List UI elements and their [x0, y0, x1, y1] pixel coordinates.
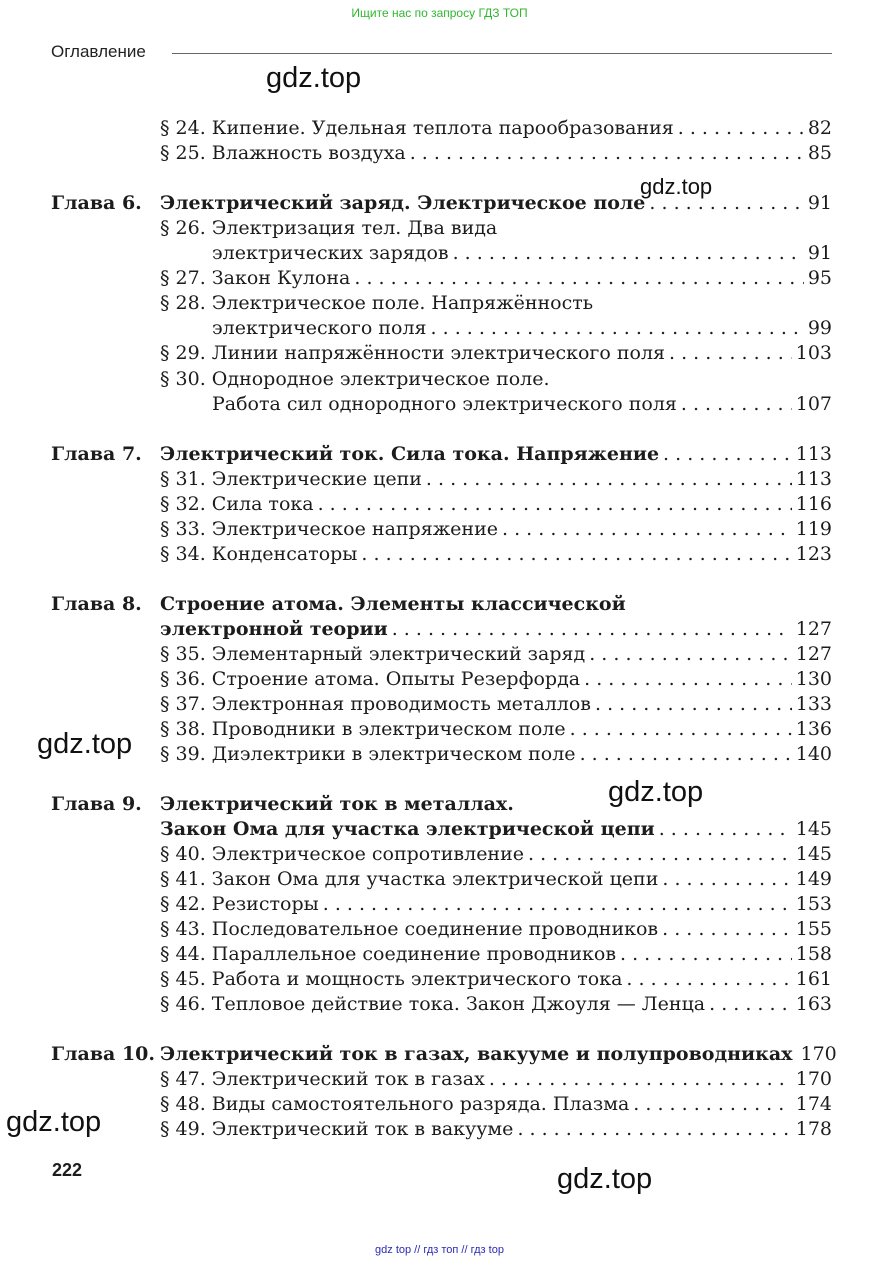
- toc-entry: [0, 991, 879, 1017]
- entry-line: [160, 265, 832, 291]
- entry-line: [160, 941, 832, 967]
- toc-entry: [0, 841, 879, 867]
- entry-line: [160, 691, 832, 717]
- page-ref: 91: [807, 192, 832, 214]
- watermark: gdz.top: [6, 1106, 102, 1138]
- toc-entry: [0, 290, 879, 316]
- entry-line: [160, 641, 832, 667]
- top-banner: Ищите нас по запросу ГДЗ ТОП: [351, 6, 528, 20]
- section-title: § 28. Электрическое поле. Напряжённость: [160, 292, 594, 314]
- entry-line: [160, 1116, 832, 1142]
- section-title: § 25. Влажность воздуха: [160, 142, 406, 164]
- toc-entry: [0, 366, 879, 392]
- dot-leader: [681, 391, 792, 417]
- toc-entry: [0, 941, 879, 967]
- entry-line: [160, 791, 832, 817]
- dot-leader: [502, 516, 792, 542]
- entry-line: [160, 1091, 832, 1117]
- dot-leader: [659, 816, 792, 842]
- entry-line: [160, 841, 832, 867]
- section-title: § 38. Проводники в электрическом поле: [160, 718, 566, 740]
- toc-entry: [0, 791, 879, 817]
- page-ref: 136: [795, 718, 832, 740]
- entry-line: [160, 366, 832, 392]
- dot-leader: [678, 115, 804, 141]
- toc-entry: [0, 691, 879, 717]
- chapter-title: Электрический ток в металлах.: [160, 793, 514, 815]
- entry-line: [160, 591, 832, 617]
- dot-leader: [662, 916, 792, 942]
- entry-line: [160, 491, 832, 517]
- entry-line: [212, 391, 832, 417]
- page-ref: 119: [795, 518, 832, 540]
- toc-entry: [0, 340, 879, 366]
- chapter-label: Глава 6.: [51, 192, 142, 214]
- entry-line: [212, 240, 832, 266]
- page-ref: 123: [795, 543, 832, 565]
- entry-line: [160, 466, 832, 492]
- toc-entry: [0, 1041, 879, 1067]
- toc-entry: [0, 516, 879, 542]
- dot-leader: [323, 891, 792, 917]
- toc-entry: [0, 441, 879, 467]
- toc-entry: [0, 666, 879, 692]
- page-ref: 145: [795, 818, 832, 840]
- entry-line: [160, 966, 832, 992]
- page-ref: 116: [795, 493, 832, 515]
- page-ref: 174: [795, 1093, 832, 1115]
- page-ref: 85: [807, 142, 832, 164]
- entry-line: [160, 215, 832, 241]
- entry-line: [160, 290, 832, 316]
- dot-leader: [410, 140, 804, 166]
- entry-line: [160, 1066, 832, 1092]
- chapter-title: электронной теории: [160, 618, 388, 640]
- footer-links[interactable]: gdz top // гдз топ // гдз top: [375, 1244, 504, 1256]
- dot-leader: [584, 666, 792, 692]
- toc-entry: [0, 115, 879, 141]
- entry-line: [160, 1041, 837, 1067]
- running-header-title: Оглавление: [51, 42, 146, 61]
- page-ref: 155: [795, 918, 832, 940]
- dot-leader: [663, 441, 792, 467]
- dot-leader: [580, 741, 792, 767]
- section-title: § 26. Электризация тел. Два вида: [160, 217, 498, 239]
- dot-leader: [361, 541, 791, 567]
- entry-line: [160, 616, 832, 642]
- page-ref: 127: [795, 618, 832, 640]
- page-ref: 170: [800, 1043, 837, 1065]
- section-title: § 43. Последовательное соединение проводников: [160, 918, 659, 940]
- entry-line: [160, 716, 832, 742]
- section-title: § 39. Диэлектрики в электрическом поле: [160, 743, 576, 765]
- section-title: § 44. Параллельное соединение проводников: [160, 943, 617, 965]
- toc-entry: [0, 966, 879, 992]
- page-ref: 145: [795, 843, 832, 865]
- entry-line: [160, 516, 832, 542]
- dot-leader: [626, 966, 791, 992]
- chapter-title: Электрический ток в газах, вакууме и полупроводниках: [160, 1043, 793, 1065]
- dot-leader: [489, 1066, 792, 1092]
- dot-leader: [431, 315, 804, 341]
- dot-leader: [426, 466, 792, 492]
- dot-leader: [453, 240, 804, 266]
- chapter-label: Глава 7.: [51, 443, 142, 465]
- chapter-title: Электрический ток. Сила тока. Напряжение: [160, 443, 660, 465]
- section-title: § 41. Закон Ома для участка электрической цепи: [160, 868, 659, 890]
- page-ref: 107: [795, 393, 832, 415]
- dot-leader: [669, 340, 792, 366]
- section-title: § 49. Электрический ток в вакууме: [160, 1118, 514, 1140]
- page-ref: 95: [807, 267, 832, 289]
- page-ref: 91: [807, 242, 832, 264]
- section-title: § 36. Строение атома. Опыты Резерфорда: [160, 668, 581, 690]
- section-title: § 45. Работа и мощность электрического тока: [160, 968, 623, 990]
- chapter-label: Глава 9.: [51, 793, 142, 815]
- watermark: gdz.top: [608, 776, 704, 808]
- toc-entry: [0, 391, 879, 417]
- dot-leader: [620, 941, 792, 967]
- entry-line: [160, 190, 832, 216]
- page-ref: 149: [795, 868, 832, 890]
- dot-leader: [570, 716, 792, 742]
- section-title: § 48. Виды самостоятельного разряда. Плазма: [160, 1093, 630, 1115]
- toc-entry: [0, 816, 879, 842]
- section-title: § 35. Элементарный электрический заряд: [160, 643, 586, 665]
- section-title: § 29. Линии напряжённости электрического поля: [160, 342, 666, 364]
- chapter-title: Закон Ома для участка электрической цепи: [160, 818, 655, 840]
- dot-leader: [517, 1116, 791, 1142]
- toc-entry: [0, 866, 879, 892]
- page-ref: 113: [795, 443, 832, 465]
- entry-line: [160, 140, 832, 166]
- toc-entry: [0, 140, 879, 166]
- page-ref: 133: [795, 693, 832, 715]
- entry-line: [160, 340, 832, 366]
- page-ref: 153: [795, 893, 832, 915]
- page-ref: 140: [795, 743, 832, 765]
- watermark: gdz.top: [640, 174, 713, 199]
- toc-entry: [0, 1066, 879, 1092]
- section-title: § 42. Резисторы: [160, 893, 319, 915]
- dot-leader: [589, 641, 792, 667]
- dot-leader: [633, 1091, 791, 1117]
- section-title: § 31. Электрические цепи: [160, 468, 422, 490]
- section-title: § 34. Конденсаторы: [160, 543, 358, 565]
- dot-leader: [595, 691, 792, 717]
- toc-entry: [0, 1116, 879, 1142]
- entry-line: [160, 916, 832, 942]
- section-title: § 24. Кипение. Удельная теплота парообразования: [160, 117, 674, 139]
- toc-entry: [0, 215, 879, 241]
- page-ref: 178: [795, 1118, 832, 1140]
- toc-entry: [0, 265, 879, 291]
- watermark: gdz.top: [37, 728, 133, 760]
- entry-line: [212, 315, 832, 341]
- entry-line: [160, 666, 832, 692]
- page-ref: 161: [795, 968, 832, 990]
- toc-entry: [0, 641, 879, 667]
- page-ref: 163: [795, 993, 832, 1015]
- dot-leader: [662, 866, 791, 892]
- toc-entry: [0, 190, 879, 216]
- toc-entry: [0, 315, 879, 341]
- page-ref: 103: [795, 342, 832, 364]
- section-title: электрических зарядов: [212, 242, 449, 264]
- page-ref: 158: [795, 943, 832, 965]
- entry-line: [160, 816, 832, 842]
- toc-entry: [0, 916, 879, 942]
- chapter-label: Глава 8.: [51, 593, 142, 615]
- section-title: § 27. Закон Кулона: [160, 267, 351, 289]
- section-title: § 46. Тепловое действие тока. Закон Джоуля — Ленца: [160, 993, 706, 1015]
- entry-line: [160, 115, 832, 141]
- toc-entry: [0, 466, 879, 492]
- section-title: электрического поля: [212, 317, 427, 339]
- watermark: gdz.top: [266, 62, 362, 94]
- page-number: 222: [52, 1160, 83, 1180]
- chapter-label: Глава 10.: [51, 1043, 156, 1065]
- entry-line: [160, 541, 832, 567]
- entry-line: [160, 891, 832, 917]
- page-ref: 170: [795, 1068, 832, 1090]
- dot-leader: [709, 991, 792, 1017]
- section-title: § 30. Однородное электрическое поле.: [160, 368, 550, 390]
- section-title: § 47. Электрический ток в газах: [160, 1068, 485, 1090]
- toc-entry: [0, 616, 879, 642]
- toc-entry: [0, 240, 879, 266]
- toc-entry: [0, 891, 879, 917]
- entry-line: [160, 741, 832, 767]
- chapter-title: Строение атома. Элементы классической: [160, 593, 626, 615]
- section-title: § 40. Электрическое сопротивление: [160, 843, 525, 865]
- entry-line: [160, 991, 832, 1017]
- section-title: § 33. Электрическое напряжение: [160, 518, 499, 540]
- toc-entry: [0, 491, 879, 517]
- toc-entry: [0, 1091, 879, 1117]
- toc-entry: [0, 591, 879, 617]
- page-ref: 127: [795, 643, 832, 665]
- entry-line: [160, 866, 832, 892]
- dot-leader: [392, 616, 792, 642]
- section-title: Работа сил однородного электрического поля: [212, 393, 677, 415]
- page-ref: 99: [807, 317, 832, 339]
- dot-leader: [354, 265, 803, 291]
- page-ref: 82: [807, 117, 832, 139]
- dot-leader: [528, 841, 792, 867]
- dot-leader: [318, 491, 792, 517]
- entry-line: [160, 441, 832, 467]
- section-title: § 37. Электронная проводимость металлов: [160, 693, 591, 715]
- section-title: § 32. Сила тока: [160, 493, 314, 515]
- chapter-title: Электрический заряд. Электрическое поле: [160, 192, 646, 214]
- toc-entry: [0, 541, 879, 567]
- page-ref: 130: [795, 668, 832, 690]
- page-ref: 113: [795, 468, 832, 490]
- watermark: gdz.top: [557, 1163, 653, 1195]
